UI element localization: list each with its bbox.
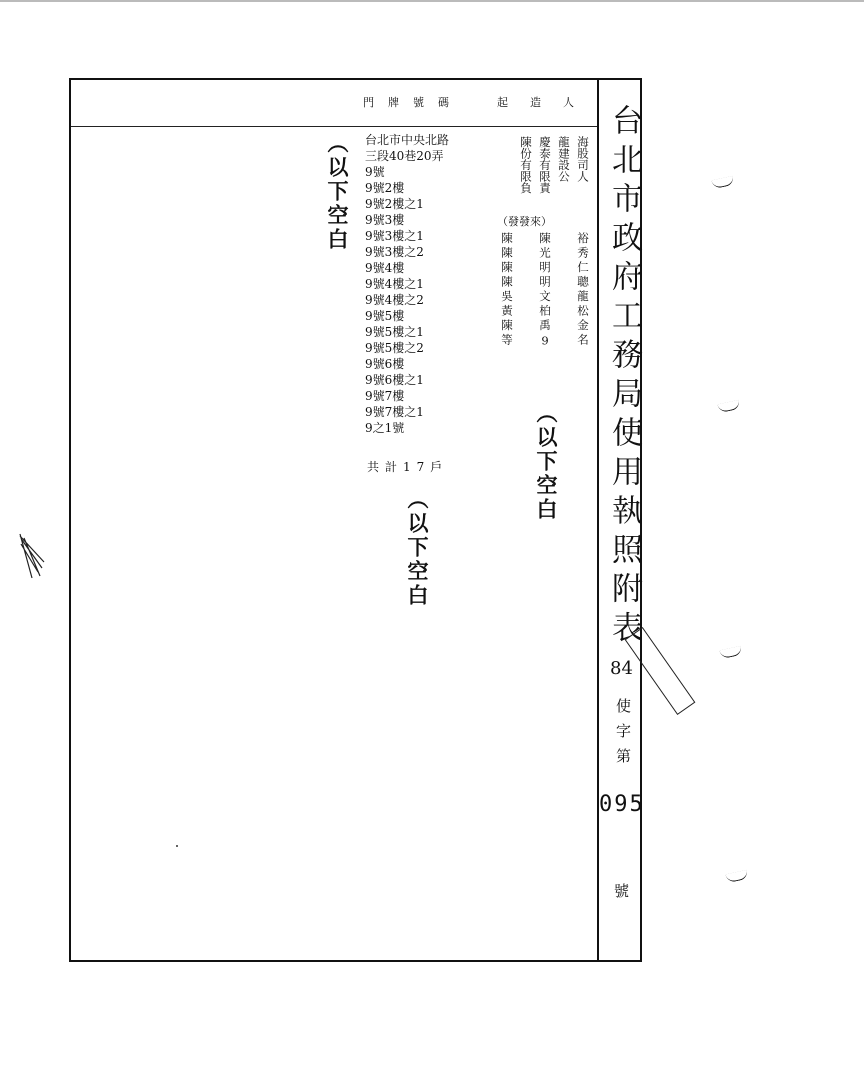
builder-note: （發發來）	[497, 215, 552, 228]
address-line: 9號7樓之1	[365, 405, 424, 419]
address-line: 9之1號	[365, 421, 405, 435]
margin-mark	[719, 646, 742, 659]
scan-edge	[0, 0, 864, 2]
address-line: 9號3樓之2	[365, 245, 424, 259]
permit-suffix: 號	[613, 882, 629, 900]
address-line: 9號2樓之1	[365, 197, 424, 211]
builder-row-1: 裕秀仁聰龍松金名	[576, 232, 590, 348]
builder-column-3: 慶泰有限責	[538, 136, 552, 194]
address-line: 9號6樓	[365, 357, 405, 371]
builder-column-1: 海股司人	[576, 136, 590, 182]
permit-type: 使字第	[614, 698, 632, 773]
address-line: 9號4樓之2	[365, 293, 424, 307]
blank-below-mark: （以下空白	[325, 132, 349, 252]
speck	[176, 845, 178, 847]
builder-column-4: 陳份有限負	[519, 136, 533, 194]
margin-mark	[717, 400, 740, 413]
margin-mark	[725, 870, 748, 883]
document-title: 台北市政府工務局使用執照附表	[606, 104, 642, 650]
builder-row-2: 陳光明明文柏禹9	[538, 232, 552, 351]
header-divider	[71, 126, 597, 127]
address-line: 9號2樓	[365, 181, 405, 195]
unit-total: 共計17戶	[367, 460, 449, 474]
title-column-divider	[597, 78, 599, 962]
permit-number: 095	[599, 792, 645, 817]
blank-below-mark: （以下空白	[534, 402, 558, 522]
address-line: 三段40巷20弄	[365, 149, 444, 163]
feather-mark-icon	[18, 532, 46, 580]
address-line: 9號7樓	[365, 389, 405, 403]
builder-column-2: 龍建設公	[557, 136, 571, 182]
address-line: 9號	[365, 165, 385, 179]
address-line: 9號5樓之1	[365, 325, 424, 339]
address-line: 9號5樓	[365, 309, 405, 323]
address-list	[365, 132, 449, 436]
attachment-table-frame	[69, 78, 645, 962]
blank-below-mark: （以下空白	[405, 488, 429, 608]
address-column-header: 門牌號碼	[363, 96, 463, 109]
builder-column-header: 起造人	[497, 96, 596, 109]
permit-year: 84	[610, 658, 633, 679]
builder-row-3: 陳陳陳陳吳黃陳等	[500, 232, 514, 348]
address-line: 9號3樓	[365, 213, 405, 227]
address-line: 台北市中央北路	[365, 133, 450, 147]
address-line: 9號4樓	[365, 261, 405, 275]
address-line: 9號4樓之1	[365, 277, 424, 291]
margin-mark	[711, 176, 734, 189]
address-line: 9號5樓之2	[365, 341, 424, 355]
address-line: 9號6樓之1	[365, 373, 424, 387]
address-line: 9號3樓之1	[365, 229, 424, 243]
